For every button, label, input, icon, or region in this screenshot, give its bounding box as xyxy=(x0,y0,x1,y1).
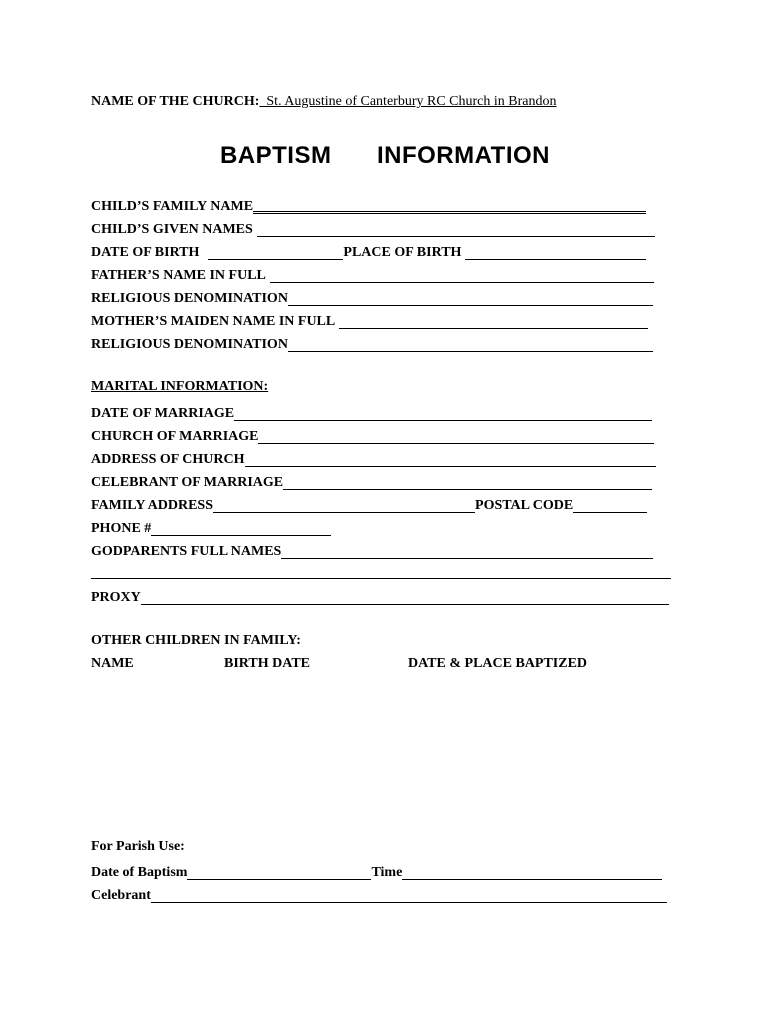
family-address-label: FAMILY ADDRESS xyxy=(91,498,214,513)
childs-family-name-row xyxy=(91,197,646,215)
childs-given-names-row xyxy=(91,220,655,238)
birth-row xyxy=(91,243,646,261)
church-of-marriage-field[interactable] xyxy=(258,429,654,444)
address-of-church-label: ADDRESS OF CHURCH xyxy=(91,452,245,467)
column-header-name: NAME xyxy=(91,656,134,671)
proxy-row xyxy=(91,588,669,606)
godparents-label: GODPARENTS FULL NAMES xyxy=(91,544,282,559)
date-of-baptism-label: Date of Baptism xyxy=(91,865,188,880)
proxy-field[interactable] xyxy=(141,590,669,605)
religious-denomination-1-field[interactable] xyxy=(288,291,653,306)
address-of-church-row xyxy=(91,450,656,468)
postal-code-field[interactable] xyxy=(573,498,647,513)
other-children-heading: OTHER CHILDREN IN FAMILY: xyxy=(91,633,301,648)
godparents-extra-line[interactable] xyxy=(91,578,671,579)
time-field[interactable] xyxy=(402,865,662,880)
page-title: BAPTISM INFORMATION xyxy=(219,142,551,169)
phone-label: PHONE # xyxy=(91,521,152,536)
religious-denomination-1-row xyxy=(91,289,653,307)
childs-given-names-field[interactable] xyxy=(257,222,655,237)
parish-use-heading: For Parish Use: xyxy=(91,839,185,854)
celebrant-row xyxy=(91,886,667,904)
date-of-marriage-field[interactable] xyxy=(234,406,652,421)
column-header-date-place-baptized: DATE & PLACE BAPTIZED xyxy=(408,656,588,671)
date-of-marriage-row xyxy=(91,404,652,422)
date-of-birth-label: DATE OF BIRTH xyxy=(91,245,200,260)
mothers-maiden-name-label: MOTHER’S MAIDEN NAME IN FULL xyxy=(91,314,336,329)
proxy-label: PROXY xyxy=(91,590,141,605)
church-of-marriage-row xyxy=(91,427,654,445)
religious-denomination-2-row xyxy=(91,335,653,353)
childs-family-name-field[interactable] xyxy=(253,197,646,214)
family-address-field[interactable] xyxy=(213,498,475,513)
date-of-marriage-label: DATE OF MARRIAGE xyxy=(91,406,235,421)
fathers-name-label: FATHER’S NAME IN FULL xyxy=(91,268,266,283)
fathers-name-field[interactable] xyxy=(270,268,654,283)
time-label: Time xyxy=(371,865,403,880)
mothers-maiden-name-field[interactable] xyxy=(339,314,648,329)
celebrant-of-marriage-field[interactable] xyxy=(283,475,652,490)
mothers-maiden-name-row xyxy=(91,312,648,330)
marital-information-heading: MARITAL INFORMATION: xyxy=(91,379,269,394)
celebrant-field[interactable] xyxy=(151,888,667,903)
church-name-line xyxy=(91,94,556,110)
celebrant-of-marriage-row xyxy=(91,473,652,491)
childs-family-name-label: CHILD’S FAMILY NAME xyxy=(91,199,254,214)
date-of-baptism-field[interactable] xyxy=(187,865,371,880)
postal-code-label: POSTAL CODE xyxy=(475,498,574,513)
place-of-birth-field[interactable] xyxy=(465,245,646,260)
church-name-label: NAME OF THE CHURCH: xyxy=(91,94,260,109)
date-of-birth-field[interactable] xyxy=(208,245,343,260)
column-header-birth-date: BIRTH DATE xyxy=(224,656,310,671)
family-address-row xyxy=(91,496,647,514)
religious-denomination-2-label: RELIGIOUS DENOMINATION xyxy=(91,337,288,352)
celebrant-label: Celebrant xyxy=(91,888,151,903)
godparents-row xyxy=(91,542,653,560)
address-of-church-field[interactable] xyxy=(245,452,656,467)
religious-denomination-2-field[interactable] xyxy=(288,337,653,352)
church-of-marriage-label: CHURCH OF MARRIAGE xyxy=(91,429,259,444)
church-name-value: St. Augustine of Canterbury RC Church in Brandon xyxy=(259,94,557,109)
childs-given-names-label: CHILD’S GIVEN NAMES xyxy=(91,222,253,237)
phone-field[interactable] xyxy=(151,521,331,536)
place-of-birth-label: PLACE OF BIRTH xyxy=(343,245,462,260)
celebrant-of-marriage-label: CELEBRANT OF MARRIAGE xyxy=(91,475,284,490)
religious-denomination-1-label: RELIGIOUS DENOMINATION xyxy=(91,291,288,306)
date-of-baptism-row xyxy=(91,863,662,881)
phone-row xyxy=(91,519,331,537)
godparents-field[interactable] xyxy=(281,544,653,559)
fathers-name-row xyxy=(91,266,654,284)
